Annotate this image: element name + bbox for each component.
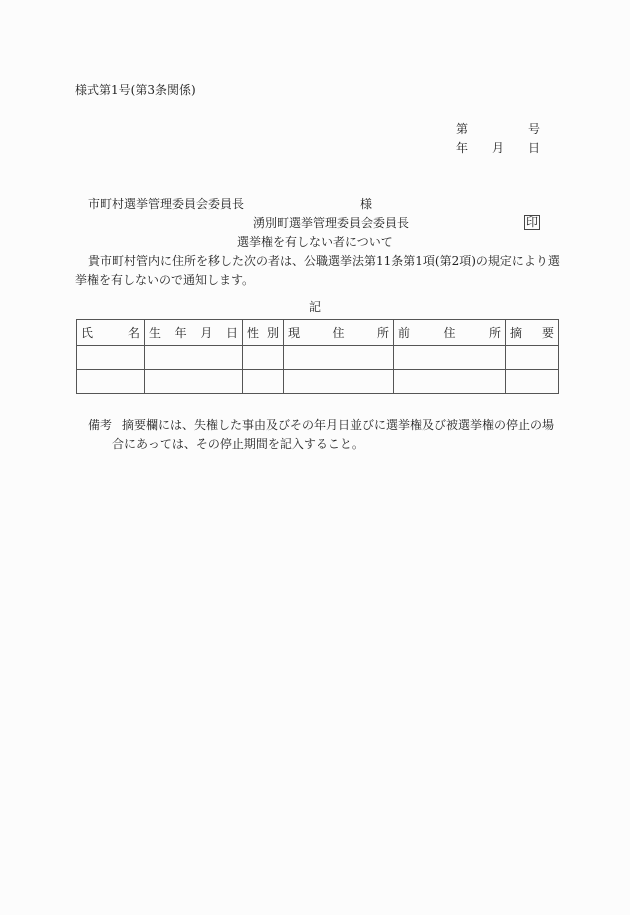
seal-mark [524, 215, 540, 230]
date-line [456, 141, 540, 155]
cell-current-address[interactable] [284, 346, 394, 370]
cell-remarks[interactable] [506, 370, 559, 394]
date-month: 月 [491, 141, 504, 155]
form-label: 様式第1号(第3条関係) [75, 83, 196, 97]
cell-name[interactable] [77, 370, 145, 394]
cell-current-address[interactable] [284, 370, 394, 394]
number-line [456, 122, 540, 136]
cell-name[interactable] [77, 346, 145, 370]
cell-previous-address[interactable] [394, 370, 506, 394]
header-previous-address: 前 住 所 [394, 320, 506, 346]
table-header-row [77, 320, 559, 346]
recipient-name: 市町村選挙管理委員会委員長 [88, 197, 245, 211]
subject-title: 選挙権を有しない者について [237, 235, 393, 249]
table-row [77, 346, 559, 370]
header-remarks: 摘 要 [506, 320, 559, 346]
cell-gender[interactable] [243, 346, 284, 370]
sender-name: 湧別町選挙管理委員会委員長 [253, 216, 410, 230]
table-row [77, 370, 559, 394]
note-line-2: 合にあっては、その停止期間を記入すること。 [112, 437, 364, 451]
header-birthdate: 生 年 月 日 [145, 320, 243, 346]
body-line-2: 挙権を有しないので通知します。 [75, 273, 255, 287]
recipient-honorific: 様 [360, 197, 373, 211]
number-suffix: 号 [527, 122, 540, 136]
header-current-address: 現 住 所 [284, 320, 394, 346]
note-line-1: 摘要欄には、失権した事由及びその年月日並びに選挙権及び被選挙権の停止の場 [122, 418, 555, 432]
records-table [76, 319, 559, 394]
cell-previous-address[interactable] [394, 346, 506, 370]
header-name: 氏 名 [77, 320, 145, 346]
header-gender: 性 別 [243, 320, 284, 346]
date-year: 年 [456, 141, 469, 155]
cell-remarks[interactable] [506, 346, 559, 370]
ki-heading: 記 [309, 300, 322, 314]
seal-icon: 印 [526, 215, 539, 229]
body-line-1: 貴市町村管内に住所を移した次の者は、公職選挙法第11条第1項(第2項)の規定により選 [88, 254, 560, 268]
date-day: 日 [527, 141, 540, 155]
cell-birthdate[interactable] [145, 370, 243, 394]
note-label: 備考 [88, 418, 113, 432]
cell-gender[interactable] [243, 370, 284, 394]
number-prefix: 第 [456, 122, 469, 136]
cell-birthdate[interactable] [145, 346, 243, 370]
